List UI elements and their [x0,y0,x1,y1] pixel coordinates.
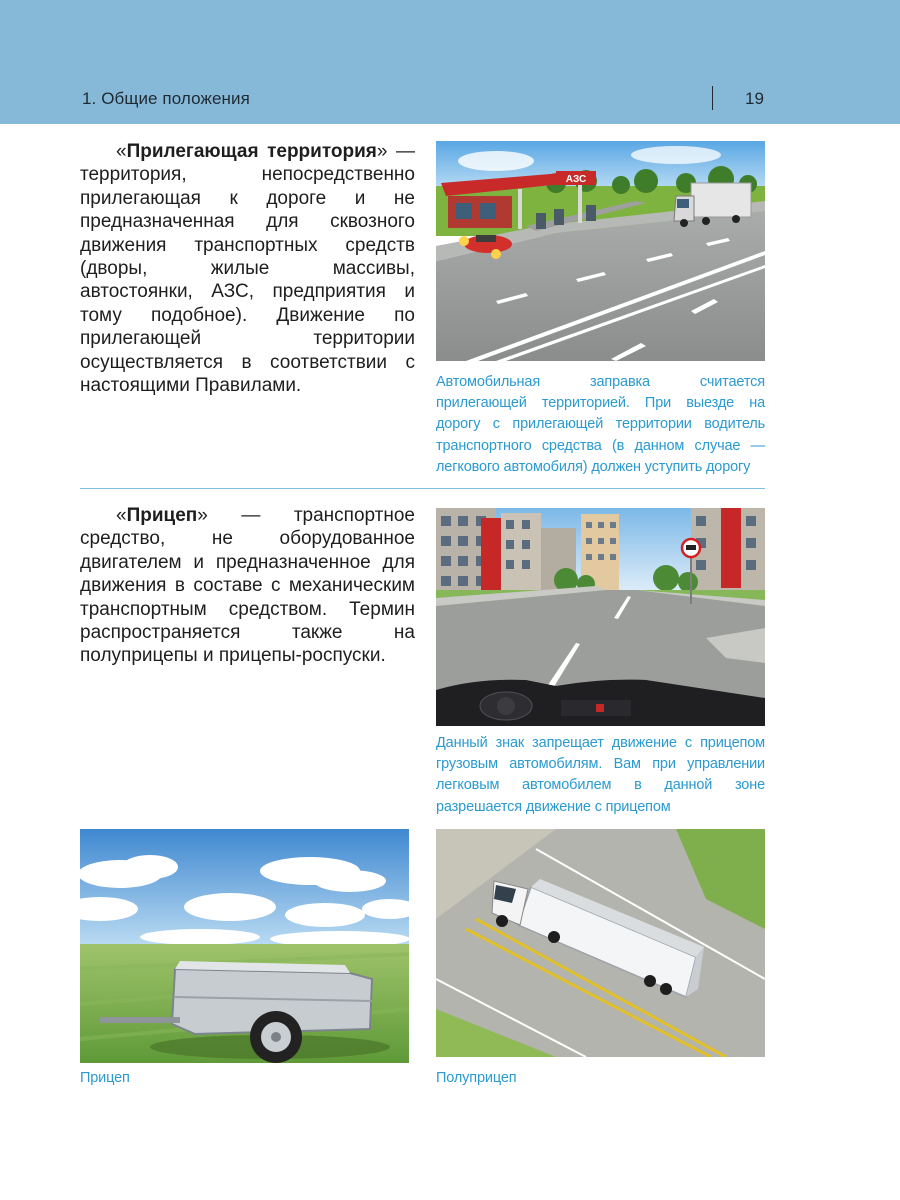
definition-text: — транспортное средство, не оборудованное двигателем и предназначенное для движения в составе с механическим транспортным средством. Термин распространяется также на полуприцепы и прицепы-роспуски. [80,505,415,667]
header-divider [712,86,713,110]
close-quote: » [197,505,208,526]
road-sign-caption: Данный знак запрещает движение с прицепом грузовым автомобилям. Вам при управлении легковым автомобилем в данной зоне разрешается движение с прицепом [436,735,765,815]
section-divider [80,488,765,489]
gas-station-caption: Автомобильная заправка считается прилегающей территорией. При выезде на дорогу с прилегающей территории водитель транспортного средства (в данном случае — легкового автомобиля) должен уступить дорогу [436,374,765,475]
page-number: 19 [745,89,764,108]
semitrailer-photo [436,829,765,1057]
trailer-scene [80,829,409,1063]
gas-station-scene [436,141,765,361]
definition-adjacent-territory [80,140,415,397]
open-quote: « [116,141,127,162]
gas-station-sign: АЗС [565,174,587,185]
definition-trailer [80,504,415,668]
close-quote: » [376,141,388,162]
page-header-band [0,0,900,124]
trailer-photo [80,829,409,1063]
open-quote: « [116,505,127,526]
gas-station-illustration [436,141,765,361]
driver-view-scene [436,508,765,726]
term-trailer: Прицеп [126,505,198,526]
trailer-caption: Прицеп [80,1070,130,1086]
definition-text: — территория, непосредственно прилегающая к дороге и не предназначенная для сквозного движения транспортных средств (дворы, жилые массивы, автостоянки, АЗС, предприятия и тому подобное). Движение по прилегающей территории осуществляется в соответствии с настоящими Правилами. [80,141,415,397]
section-title: 1. Общие положения [82,89,250,108]
semitrailer-caption: Полуприцеп [436,1070,517,1086]
term-adjacent-territory: Прилегающая территория [126,141,377,162]
road-sign-illustration [436,508,765,726]
semitrailer-scene [436,829,765,1057]
